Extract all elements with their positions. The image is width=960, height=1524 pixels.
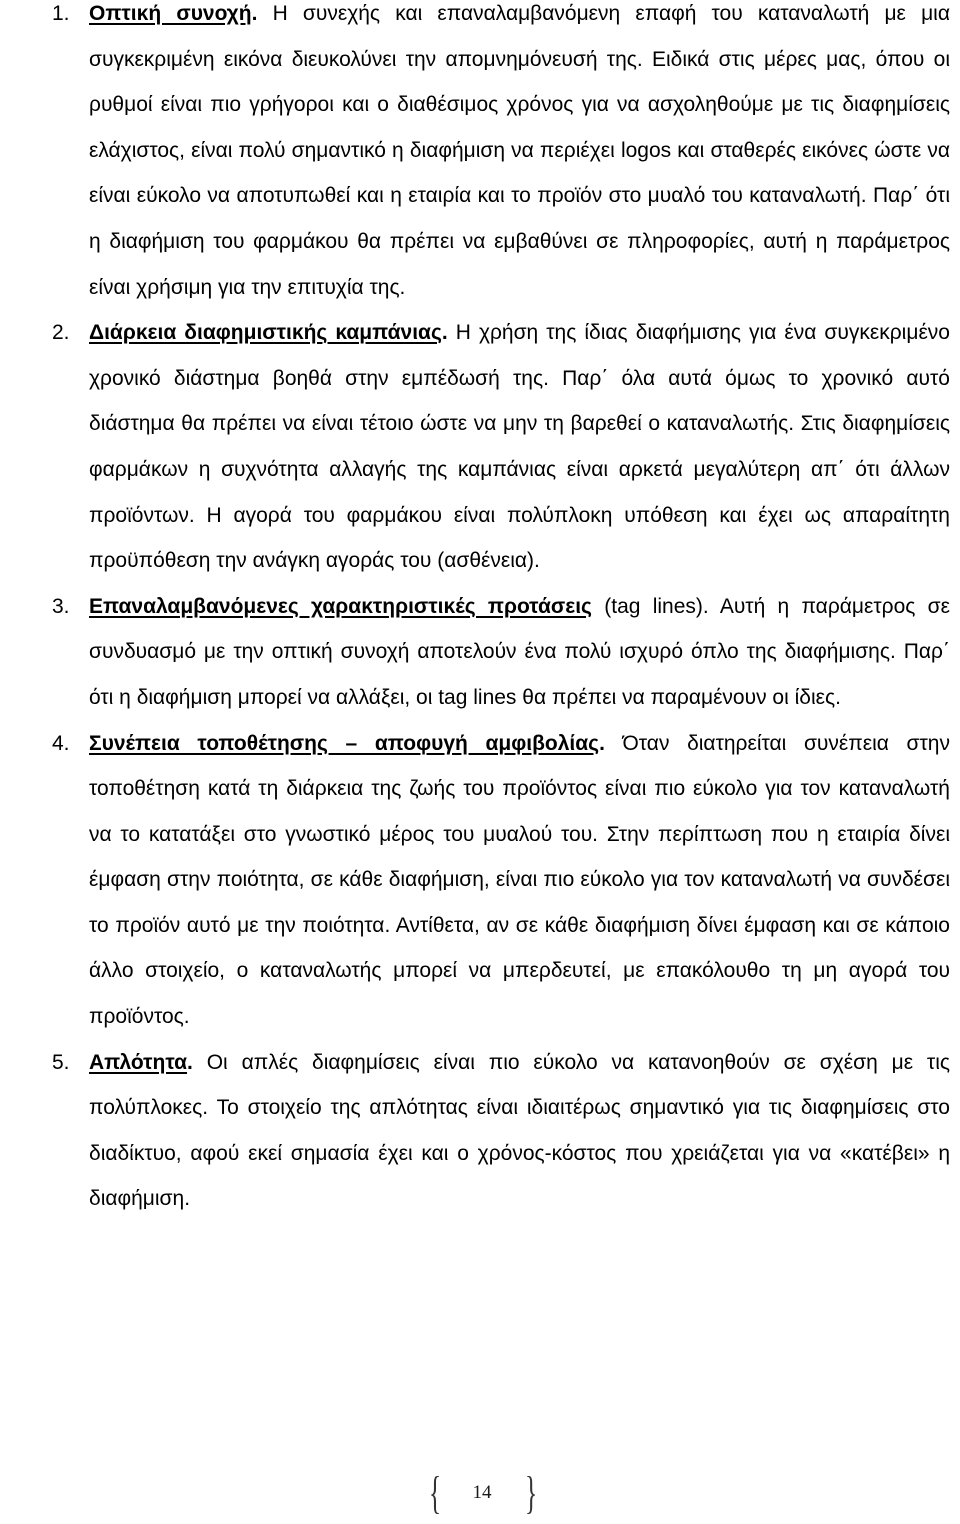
item-title-suffix: . [599,731,605,755]
item-title: Οπτική συνοχή [89,2,252,25]
page-footer [0,1467,960,1520]
item-title-suffix: . [187,1050,193,1074]
item-body: Η συνεχής και επαναλαμβανόμενη επαφή του καταναλωτή με μια συγκεκριμένη εικόνα διευκολύνει την απομνημόνευσή της. Ειδικά στις μέρες μας, όπου οι ρυθμοί είναι πιο γρήγοροι και ο διαθέσιμος χρόνος για να ασχοληθούμε με τις διαφημίσεις ελάχιστος, είναι πολύ σημαντικό η διαφήμιση να περιέχει logos και σταθερές εικόνες ώστε να είναι εύκολο να αποτυπωθεί και η εταιρία και το προϊόν στο μυαλό του καταναλωτή. Παρ΄ ότι η διαφήμιση του φαρμάκου θα πρέπει να εμβαθύνει σε πληροφορίες, αυτή η παράμετρος είναι χρήσιμη για την επιτυχία της. [89,2,950,299]
item-body: (tag lines). Αυτή η παράμετρος σε συνδυασμό με την οπτική συνοχή αποτελούν ένα πολύ ισχυρό όπλο της διαφήμισης. Παρ΄ ότι η διαφήμιση μπορεί να αλλάξει, οι tag lines θα πρέπει να παραμένουν οι ίδιες. [89,594,950,709]
item-number: 4. [52,731,70,755]
item-title: Επαναλαμβανόμενες χαρακτηριστικές προτάσεις [89,594,592,618]
item-number: 1. [52,2,70,25]
item-title: Διάρκεια διαφημιστικής καμπάνιας [89,321,442,345]
list-item [0,310,960,584]
item-body: Οι απλές διαφημίσεις είναι πιο εύκολο να κατανοηθούν σε σχέση με τις πολύπλοκες. Το στοιχείο της απλότητας είναι ιδιαιτέρως σημαντικό για τις διαφημίσεις στο διαδίκτυο, αφού εκεί σημασία έχει και ο χρόνος-κόστος που χρειάζεται για να «κατέβει» η διαφήμιση. [89,1050,950,1211]
list-item [0,721,960,1040]
item-number: 5. [52,1050,70,1074]
list-item [0,1040,960,1222]
item-title-suffix: . [441,321,448,345]
list-item [0,584,960,721]
item-title: Συνέπεια τοποθέτησης – αποφυγή αμφιβολίας [89,731,600,755]
item-body: Όταν διατηρείται συνέπεια στην τοποθέτηση κατά τη διάρκεια της ζωής του προϊόντος είναι πιο εύκολο για τον καταναλωτή να το κατατάξει στο γνωστικό μέρος του μυαλού του. Στην περίπτωση που η εταιρία δίνει έμφαση στην ποιότητα, σε κάθε διαφήμιση, είναι πιο εύκολο για τον καταναλωτή να συνδέσει το προϊόν αυτό με την ποιότητα. Αντίθετα, αν σε κάθε διαφήμιση δίνει έμφαση και σε κάποιο άλλο στοιχείο, ο καταναλωτής μπορεί να μπερδευτεί, με επακόλουθο τη μη αγορά του προϊόντος. [89,731,950,1029]
item-title-suffix: . [251,2,258,25]
list-item [0,0,960,310]
item-title: Απλότητα [89,1050,188,1074]
item-number: 2. [52,321,70,345]
item-number: 3. [52,594,70,618]
right-brace-decoration: } [524,1467,538,1518]
left-brace-decoration: { [428,1467,442,1518]
item-body: Η χρήση της ίδιας διαφήμισης για ένα συγκεκριμένο χρονικό διάστημα βοηθά στην εμπέδωσή της. Παρ΄ όλα αυτά όμως το χρονικό αυτό διάστημα θα πρέπει να είναι τέτοιο ώστε να μην τη βαρεθεί ο καταναλωτής. Στις διαφημίσεις φαρμάκων η συχνότητα αλλαγής της καμπάνιας είναι αρκετά μεγαλύτερη απ΄ ότι άλλων προϊόντων. Η αγορά του φαρμάκου είναι πολύπλοκη υπόθεση και έχει ως απαραίτητη προϋπόθεση την ανάγκη αγοράς του (ασθένεια). [89,321,950,573]
page-number: 14 [472,1482,492,1503]
